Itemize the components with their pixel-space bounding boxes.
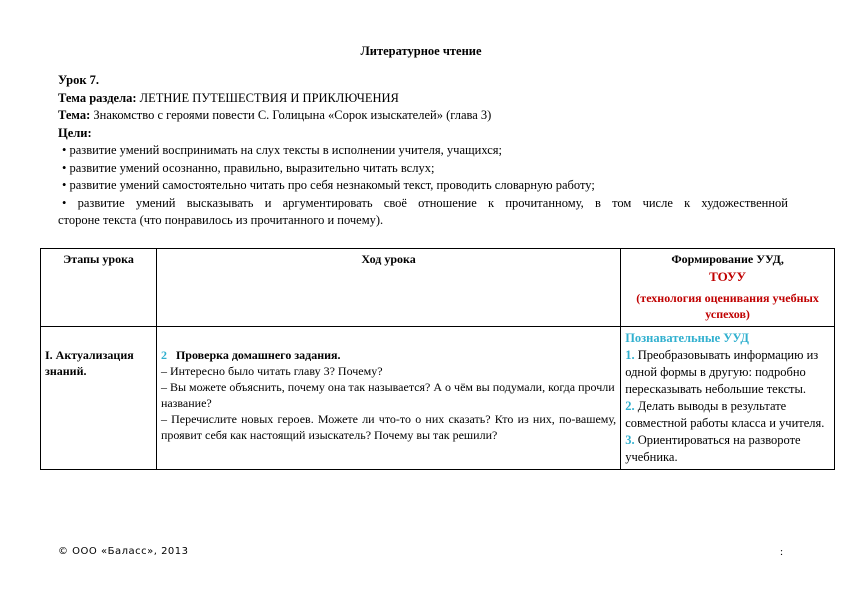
uud-title: Формирование УУД, [671, 252, 784, 266]
uud-item: 3. Ориентироваться на развороте учебника. [625, 433, 801, 464]
technology-label: (технология оценивания учебных успехов) [636, 291, 819, 321]
topic-value: Знакомство с героями повести С. Голицына «Сорок изыскателей» (глава 3) [90, 108, 492, 122]
course-line: – Перечислите новых героев. Можете ли что-то о них сказать? Кто из них, по-вашему, проявит себя как настоящий изыскатель? Почему вы так решили? [160, 412, 617, 442]
course-line: – Интересно было читать главу 3? Почему? [160, 364, 383, 378]
lesson-header [58, 72, 788, 230]
goal-continuation: стороне текста (что понравилось из прочитанного и почему). [58, 213, 384, 227]
goal-item: • развитие умений высказывать и аргументировать своё отношение к прочитанному, в том числе к художественной [62, 195, 788, 210]
course-cell [156, 327, 620, 470]
header-course: Ход урока [156, 249, 620, 327]
section-label: Тема раздела: [58, 90, 137, 105]
topic-label: Тема: [58, 108, 91, 122]
goals-label: Цели: [58, 125, 92, 140]
topic-line [58, 107, 788, 125]
footer-mark: : [780, 546, 784, 558]
uud-item: 1. Преобразовывать информацию из одной формы в другую: подробно пересказывать небольшие тексты. [625, 348, 819, 396]
lesson-table [40, 248, 835, 470]
toyy-label: ТОУУ [709, 269, 747, 284]
task-title: Проверка домашнего задания. [175, 348, 341, 362]
section-value: ЛЕТНИЕ ПУТЕШЕСТВИЯ И ПРИКЛЮЧЕНИЯ [136, 90, 399, 105]
uud-heading: Познавательные УУД [625, 331, 749, 345]
uud-item: 2. Делать выводы в результате совместной работы класса и учителя. [625, 399, 825, 430]
footer-copyright: © ООО «Баласс», 2013 [58, 546, 189, 557]
page-title: Литературное чтение [360, 44, 482, 58]
course-line: – Вы можете объяснить, почему она так называется? А о чём вы подумали, когда прочли название? [160, 380, 615, 410]
task-heading [161, 347, 616, 363]
lesson-number: Урок 7. [58, 73, 100, 87]
stage-cell: I. Актуализация знаний. [41, 327, 157, 470]
table-row [41, 327, 835, 470]
goal-item: • развитие умений воспринимать на слух тексты в исполнении учителя, учащихся; [62, 143, 502, 157]
goal-item: • развитие умений самостоятельно читать про себя незнакомый текст, проводить словарную работу; [62, 178, 595, 192]
table-header-row [41, 249, 835, 327]
header-stages: Этапы урока [41, 249, 157, 327]
header-uud [621, 249, 835, 327]
uud-cell [621, 327, 835, 470]
task-number: 2 [160, 348, 167, 362]
goal-item: • развитие умений осознанно, правильно, выразительно читать вслух; [62, 160, 435, 175]
section-line [58, 90, 788, 108]
